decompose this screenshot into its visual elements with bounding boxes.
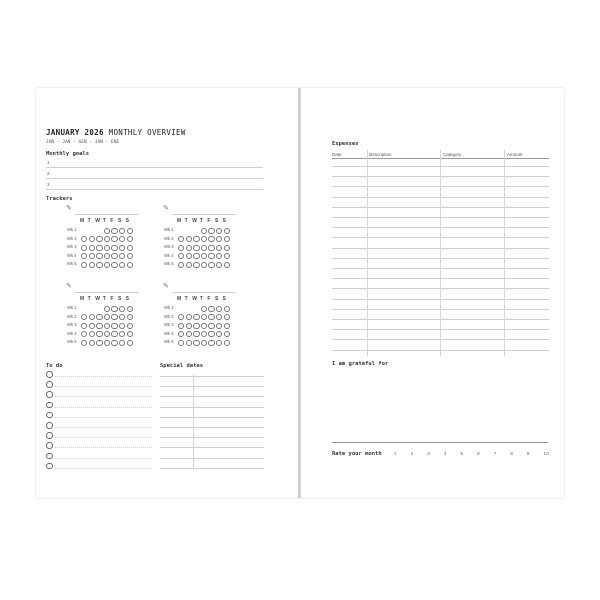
rate-option[interactable]: 8 — [510, 452, 513, 457]
todo-checkbox[interactable] — [46, 402, 53, 409]
todo-checkbox[interactable] — [46, 432, 53, 439]
tracker-line — [172, 214, 236, 215]
tracker-day-label: W — [192, 218, 197, 224]
tracker-day-label: S — [222, 218, 226, 224]
tracker-day-label: F — [207, 218, 211, 224]
tracker-checkbox[interactable] — [104, 340, 110, 346]
col-amount: Amount — [507, 152, 523, 157]
todo-checkbox[interactable] — [46, 391, 53, 398]
pencil-icon: ✎ — [66, 205, 72, 212]
special-dates-divider — [193, 375, 194, 470]
tracker-checkbox[interactable] — [208, 323, 214, 329]
rate-option[interactable]: 9 — [526, 452, 530, 457]
tracker-week-label: Wk 2 — [67, 313, 77, 319]
tracker-checkbox[interactable] — [89, 245, 95, 251]
special-dates-heading: Special dates — [160, 363, 204, 369]
todo-heading: To do — [46, 363, 63, 369]
tracker-checkbox[interactable] — [193, 245, 199, 251]
tracker-checkbox[interactable] — [104, 306, 110, 312]
tracker-day-label: S — [118, 218, 122, 224]
pencil-icon: ✎ — [66, 283, 72, 290]
tracker-line — [75, 214, 139, 215]
rate-option[interactable]: 5 — [460, 452, 464, 457]
todo-checkbox[interactable] — [46, 453, 53, 460]
tracker-line — [75, 292, 139, 293]
rate-option[interactable]: 3 — [427, 452, 430, 457]
tracker-day-label: S — [222, 296, 226, 302]
tracker-day-label: S — [125, 218, 129, 224]
tracker-checkbox[interactable] — [127, 340, 133, 346]
tracker-checkbox[interactable] — [111, 306, 117, 312]
tracker-day-label: M — [177, 218, 182, 224]
tracker-checkbox[interactable] — [193, 323, 199, 329]
todo-line — [55, 386, 152, 387]
tracker-checkbox[interactable] — [201, 245, 207, 251]
todo-line — [55, 417, 152, 418]
tracker-week-label: Wk 5 — [67, 339, 77, 344]
tracker-day-label: M — [80, 296, 85, 302]
tracker-checkbox[interactable] — [96, 262, 102, 268]
special-date-line — [160, 427, 264, 428]
goal-line — [46, 167, 263, 168]
tracker-checkbox[interactable] — [104, 262, 110, 268]
todo-line — [55, 447, 152, 448]
expenses-column-divider — [440, 150, 441, 356]
tracker-week-label: Wk 2 — [67, 235, 77, 241]
tracker-week-label: Wk 3 — [67, 244, 77, 249]
expenses-heading: Expenses — [332, 141, 359, 147]
todo-checkbox[interactable] — [46, 422, 53, 429]
tracker-week-label: Wk 4 — [67, 252, 77, 258]
page-subtitle: JAN - JAN - GEN - JAN - ENE — [46, 140, 120, 145]
col-date: Date — [332, 152, 342, 157]
tracker-week-label: Wk 3 — [67, 322, 77, 327]
goal-line — [46, 189, 263, 190]
tracker-week-label: Wk 1 — [164, 227, 174, 232]
tracker-checkbox[interactable] — [201, 306, 207, 312]
special-date-line — [160, 447, 264, 448]
special-date-line — [160, 396, 264, 397]
tracker-checkbox[interactable] — [201, 228, 207, 234]
tracker-checkbox[interactable] — [201, 323, 207, 329]
tracker-week-label: Wk 1 — [67, 227, 77, 232]
rate-option[interactable]: 2 — [410, 452, 414, 457]
special-date-line — [160, 458, 264, 459]
tracker-checkbox[interactable] — [96, 331, 102, 337]
title-rest: MONTHLY OVERVIEW — [108, 128, 186, 137]
tracker-week-label: Wk 3 — [164, 322, 174, 327]
todo-line — [55, 458, 152, 459]
todo-checkbox[interactable] — [46, 381, 53, 388]
tracker-day-label: S — [118, 296, 122, 302]
todo-line — [55, 407, 152, 408]
tracker-checkbox[interactable] — [104, 323, 110, 329]
tracker-checkbox[interactable] — [208, 306, 214, 312]
tracker-day-label: T — [184, 296, 188, 302]
tracker-week-label: Wk 5 — [164, 261, 174, 266]
tracker-checkbox[interactable] — [104, 228, 110, 234]
pencil-icon: ✎ — [163, 205, 169, 212]
tracker-checkbox[interactable] — [127, 306, 133, 312]
tracker-checkbox[interactable] — [89, 323, 95, 329]
tracker-day-label: S — [125, 296, 129, 302]
tracker-day-label: M — [80, 218, 85, 224]
book-spine — [298, 88, 300, 498]
tracker-checkbox[interactable] — [208, 228, 214, 234]
tracker-day-label: T — [184, 218, 188, 224]
tracker-checkbox[interactable] — [208, 262, 214, 268]
tracker-day-label: S — [215, 218, 219, 224]
tracker-day-label: M — [177, 296, 182, 302]
tracker-day-label: S — [215, 296, 219, 302]
goal-number: 3 — [47, 182, 50, 187]
col-description: Description — [369, 152, 392, 157]
expenses-column-divider — [504, 150, 505, 356]
tracker-week-label: Wk 4 — [164, 252, 174, 258]
todo-checkbox[interactable] — [46, 412, 53, 419]
tracker-checkbox[interactable] — [111, 245, 117, 251]
tracker-checkbox[interactable] — [96, 253, 102, 259]
tracker-checkbox[interactable] — [201, 262, 207, 268]
tracker-day-label: F — [110, 296, 114, 302]
tracker-checkbox[interactable] — [89, 340, 95, 346]
tracker-checkbox[interactable] — [186, 340, 192, 346]
tracker-checkbox[interactable] — [96, 314, 102, 320]
rate-option[interactable]: 7 — [493, 452, 497, 457]
tracker-checkbox[interactable] — [96, 340, 102, 346]
grateful-divider — [332, 442, 548, 443]
rate-option[interactable]: 6 — [477, 452, 480, 457]
todo-checkbox[interactable] — [46, 371, 53, 378]
tracker-checkbox[interactable] — [111, 228, 117, 234]
tracker-checkbox[interactable] — [186, 262, 192, 268]
tracker-checkbox[interactable] — [193, 331, 199, 337]
todo-checkbox[interactable] — [46, 463, 53, 470]
rate-option[interactable]: 4 — [443, 452, 447, 457]
todo-line — [55, 396, 152, 397]
trackers-heading: Trackers — [46, 196, 73, 202]
tracker-week-label: Wk 4 — [164, 330, 174, 336]
rate-option[interactable]: 10 — [543, 452, 549, 457]
tracker-day-label: F — [207, 296, 211, 302]
tracker-checkbox[interactable] — [193, 314, 199, 320]
tracker-checkbox[interactable] — [96, 236, 102, 242]
tracker-week-label: Wk 2 — [164, 235, 174, 241]
tracker-checkbox[interactable] — [186, 323, 192, 329]
goal-number: 1 — [47, 160, 50, 165]
tracker-week-label: Wk 2 — [164, 313, 174, 319]
tracker-checkbox[interactable] — [104, 245, 110, 251]
tracker-checkbox[interactable] — [111, 323, 117, 329]
pencil-icon: ✎ — [163, 283, 169, 290]
tracker-checkbox[interactable] — [96, 245, 102, 251]
tracker-day-label: T — [102, 296, 106, 302]
tracker-checkbox[interactable] — [224, 306, 230, 312]
rate-label: Rate your month — [332, 451, 382, 457]
tracker-week-label: Wk 3 — [164, 244, 174, 249]
tracker-checkbox[interactable] — [111, 262, 117, 268]
tracker-week-label: Wk 1 — [67, 305, 77, 310]
tracker-week-label: Wk 1 — [164, 305, 174, 310]
tracker-week-label: Wk 5 — [164, 339, 174, 344]
tracker-checkbox[interactable] — [208, 245, 214, 251]
special-date-line — [160, 376, 264, 377]
special-date-line — [160, 417, 264, 418]
tracker-checkbox[interactable] — [193, 253, 199, 259]
tracker-week-label: Wk 5 — [67, 261, 77, 266]
tracker-checkbox[interactable] — [127, 323, 133, 329]
special-date-line — [160, 437, 264, 438]
title-month: JANUARY 2026 — [46, 128, 104, 137]
tracker-day-label: F — [110, 218, 114, 224]
tracker-day-label: W — [192, 296, 197, 302]
tracker-checkbox[interactable] — [89, 262, 95, 268]
tracker-checkbox[interactable] — [224, 262, 230, 268]
tracker-checkbox[interactable] — [193, 236, 199, 242]
tracker-checkbox[interactable] — [224, 228, 230, 234]
tracker-checkbox[interactable] — [208, 340, 214, 346]
todo-line — [55, 376, 152, 377]
monthly-goals-heading: Monthly goals — [46, 151, 90, 157]
goal-number: 2 — [47, 171, 50, 176]
tracker-checkbox[interactable] — [111, 340, 117, 346]
tracker-checkbox[interactable] — [193, 262, 199, 268]
tracker-checkbox[interactable] — [127, 228, 133, 234]
grateful-heading: I am grateful for — [332, 361, 389, 367]
tracker-day-label: T — [87, 296, 91, 302]
rate-option[interactable]: 1 — [394, 452, 397, 457]
tracker-line — [172, 292, 236, 293]
page-title — [46, 128, 186, 137]
right-page — [300, 88, 564, 498]
tracker-day-label: T — [102, 218, 106, 224]
expenses-column-divider — [367, 150, 368, 356]
tracker-day-label: W — [95, 296, 100, 302]
tracker-week-label: Wk 4 — [67, 330, 77, 336]
todo-line — [55, 468, 152, 469]
tracker-day-label: T — [199, 218, 203, 224]
tracker-checkbox[interactable] — [127, 245, 133, 251]
tracker-checkbox[interactable] — [224, 245, 230, 251]
special-date-line — [160, 386, 264, 387]
tracker-checkbox[interactable] — [201, 340, 207, 346]
tracker-day-label: T — [199, 296, 203, 302]
todo-line — [55, 427, 152, 428]
tracker-checkbox[interactable] — [193, 340, 199, 346]
tracker-checkbox[interactable] — [224, 340, 230, 346]
special-date-line — [160, 468, 264, 469]
tracker-day-label: W — [95, 218, 100, 224]
tracker-checkbox[interactable] — [127, 262, 133, 268]
tracker-checkbox[interactable] — [224, 323, 230, 329]
tracker-checkbox[interactable] — [186, 245, 192, 251]
tracker-checkbox[interactable] — [96, 323, 102, 329]
tracker-day-label: T — [87, 218, 91, 224]
goal-line — [46, 178, 263, 179]
col-category: Category — [443, 152, 462, 157]
todo-line — [55, 437, 152, 438]
special-date-line — [160, 407, 264, 408]
todo-checkbox[interactable] — [46, 442, 53, 449]
